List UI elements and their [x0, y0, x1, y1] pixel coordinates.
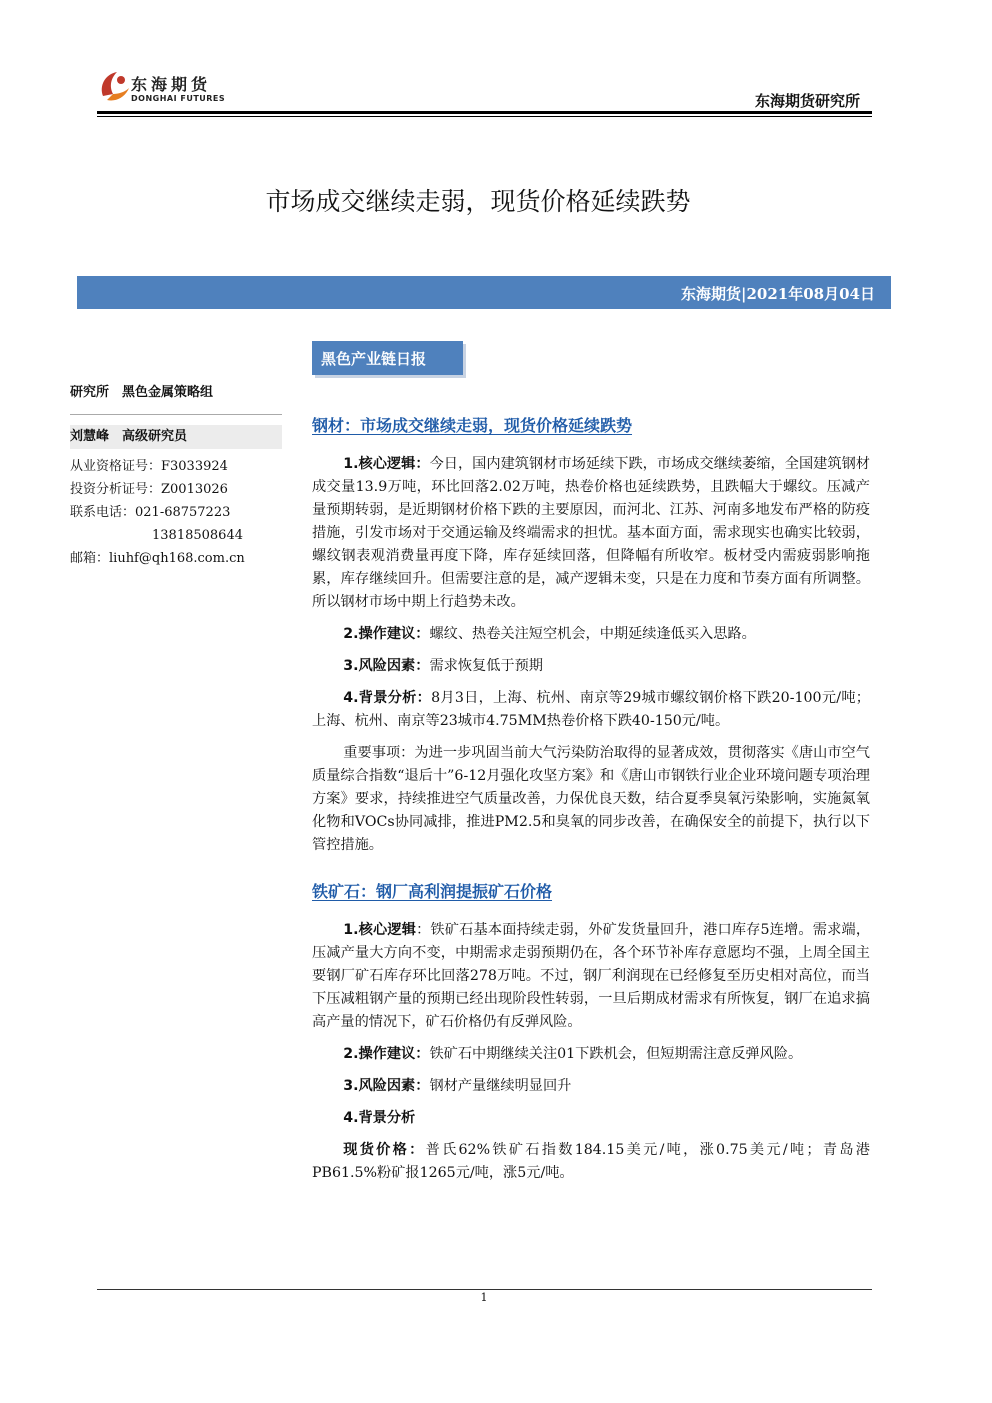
steel-core-logic — [312, 453, 870, 614]
contact-mobile: 13818508644 — [152, 528, 243, 543]
ore-section-heading — [312, 880, 870, 907]
steel-important-note: 重要事项：为进一步巩固当前大气污染防治取得的显著成效，贯彻落实《唐山市空气质量综合指数“退后十”6-12月强化攻坚方案》和《唐山市钢铁行业企业环境问题专项治理方案》要求，持续推进空气质量改善，力保优良天数，结合夏季臭氧污染影响，实施氮氧化物和VOCs协同减排，推进PM2.5和臭氧的同步改善，在确保安全的前提下，执行以下管控措施。 — [312, 745, 870, 853]
header-divider — [97, 111, 872, 114]
steel-logic-text: 今日，国内建筑钢材市场延续下跌，市场成交继续萎缩，全国建筑钢材成交量13.9万吨，环比回落2.02万吨，热卷价格也延续跌势，且跌幅大于螺纹。压减产量预期转弱，是近期钢材价格下跌的主要原因，而河北、江苏、河南多地发布严格的防疫措施，引发市场对于交通运输及终端需求的担忧。基本面方面，需求现实也确实比较弱，螺纹钢表观消费量再度下降，库存延续回落，但降幅有所收窄。板材受内需疲弱影响拖累，库存继续回升。但需要注意的是，减产逻辑未变，只是在力度和节奏方面有所调整。所以钢材市场中期上行趋势未改。 — [312, 456, 870, 610]
report-body — [312, 414, 870, 1194]
ore-heading-text: 铁矿石：钢厂高利润提振矿石价格 — [312, 882, 553, 901]
steel-advice — [312, 623, 870, 646]
company-logo — [97, 66, 237, 114]
ore-advice-label: 2.操作建议： — [343, 1046, 430, 1062]
ore-advice — [312, 1043, 870, 1066]
logo-chinese-text: 东海期货 — [131, 75, 212, 94]
header-divider-thin — [97, 116, 872, 117]
report-type-tag — [312, 341, 463, 375]
steel-bg-text: 8月3日，上海、杭州、南京等29城市螺纹钢价格下跌20-100元/吨；上海、杭州、南京等23城市4.75MM热卷价格下跌40-150元/吨。 — [312, 690, 870, 729]
steel-risk-text: 需求恢复低于预期 — [429, 658, 543, 674]
date-line: 东海期货|2021年08月04日 — [681, 285, 875, 303]
qualification-cert: 从业资格证号：F3033924 — [70, 459, 228, 474]
steel-advice-label: 2.操作建议： — [343, 626, 430, 642]
ore-risk-text: 钢材产量继续明显回升 — [429, 1078, 572, 1094]
ore-risk — [312, 1075, 870, 1098]
report-type-label: 黑色产业链日报 — [321, 350, 427, 368]
ore-risk-label: 3.风险因素： — [343, 1078, 430, 1094]
contact-email: 邮箱：liuhf@qh168.com.cn — [70, 551, 245, 566]
steel-heading-text: 钢材：市场成交继续走弱，现货价格延续跌势 — [312, 416, 633, 435]
research-team: 研究所 黑色金属策略组 — [70, 385, 214, 400]
ore-logic-text: ：铁矿石基本面持续走弱，外矿发货量回升，港口库存5连增。需求端，压减产量大方向不变，中期需求走弱预期仍在，各个环节补库存意愿均不强，上周全国主要钢厂矿石库存环比回落278万吨。不过，钢厂利润现在已经修复至历史相对高位，而当下压减粗钢产量的预期已经出现阶段性转弱，一旦后期成材需求有所恢复，钢厂在追求搞高产量的情况下，矿石价格仍有反弹风险。 — [312, 922, 871, 1030]
institute-name: 东海期货研究所 — [754, 92, 860, 110]
page-number: 1 — [480, 1291, 488, 1304]
sidebar-divider — [70, 414, 282, 415]
ore-logic-label: 1.核心逻辑 — [343, 922, 417, 938]
ore-background — [312, 1107, 870, 1130]
document-title: 市场成交继续走弱，现货价格延续跌势 — [265, 187, 691, 216]
steel-advice-text: 螺纹、热卷关注短空机会，中期延续逢低买入思路。 — [429, 626, 756, 642]
steel-risk-label: 3.风险因素： — [343, 658, 430, 674]
ore-core-logic — [312, 919, 870, 1034]
investment-cert: 投资分析证号：Z0013026 — [70, 482, 228, 497]
contact-phone: 联系电话：021-68757223 — [70, 505, 231, 520]
logo-english-text: DONGHAI FUTURES — [131, 94, 226, 103]
ore-bg-label: 4.背景分析 — [343, 1110, 416, 1126]
steel-risk — [312, 655, 870, 678]
steel-bg-label: 4.背景分析： — [343, 690, 432, 706]
ore-spot-text: 普氏62%铁矿石指数184.15美元/吨，涨0.75美元/吨；青岛港PB61.5%粉矿报1265元/吨，涨5元/吨。 — [312, 1142, 870, 1181]
ore-spot-price — [312, 1139, 870, 1185]
author-contact — [70, 455, 282, 570]
section-spacer — [312, 866, 870, 880]
author-sidebar — [70, 382, 282, 570]
steel-background — [312, 687, 870, 733]
author-name-title: 刘慧峰 高级研究员 — [70, 425, 282, 449]
steel-section-heading — [312, 414, 870, 441]
ore-spot-label: 现货价格： — [343, 1142, 426, 1158]
date-banner — [77, 276, 891, 309]
ore-advice-text: 铁矿石中期继续关注01下跌机会，但短期需注意反弹风险。 — [429, 1046, 803, 1062]
steel-logic-label: 1.核心逻辑： — [343, 456, 430, 472]
footer-divider — [97, 1289, 872, 1290]
